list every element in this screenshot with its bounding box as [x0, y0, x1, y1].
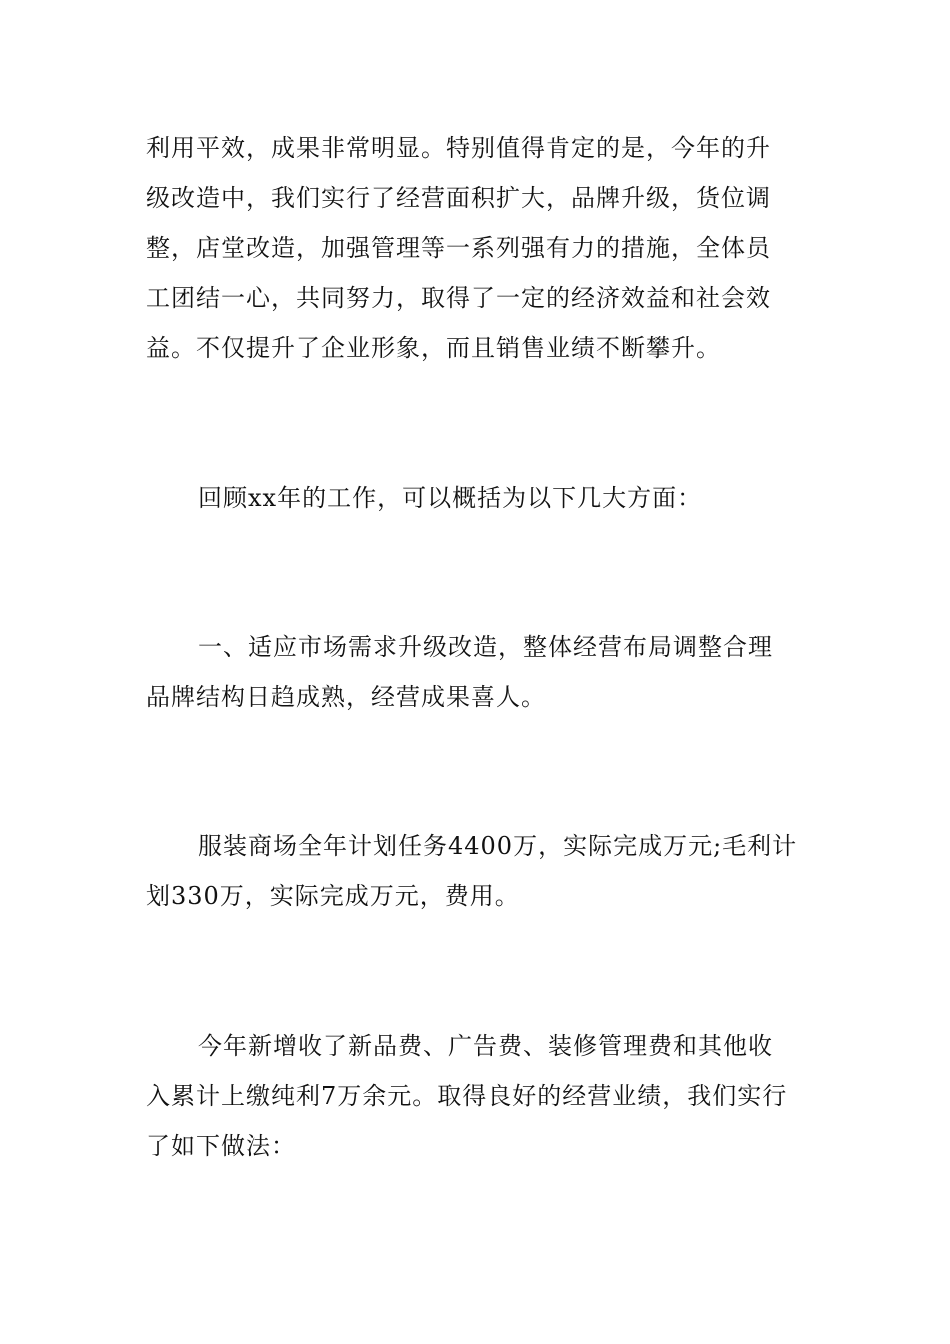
paragraph-income	[146, 1021, 806, 1171]
text-line: 了如下做法：	[146, 1132, 296, 1160]
paragraph-intro	[146, 123, 806, 373]
text-line: 服装商场全年计划任务4400万，实际完成万元;毛利计	[198, 832, 798, 860]
text-line: 品牌结构日趋成熟，经营成果喜人。	[146, 683, 546, 711]
paragraph-plan	[146, 821, 806, 921]
text-line: 回顾xx年的工作，可以概括为以下几大方面：	[198, 484, 703, 512]
paragraph-review	[146, 473, 806, 523]
paragraph-section-one	[146, 622, 806, 722]
text-line: 工团结一心，共同努力，取得了一定的经济效益和社会效	[146, 284, 771, 312]
text-line: 入累计上缴纯利7万余元。取得良好的经营业绩，我们实行	[146, 1082, 788, 1110]
text-line: 一、适应市场需求升级改造，整体经营布局调整合理	[198, 633, 773, 661]
text-line: 益。不仅提升了企业形象，而且销售业绩不断攀升。	[146, 334, 721, 362]
text-line: 划330万，实际完成万元，费用。	[146, 882, 520, 910]
text-line: 今年新增收了新品费、广告费、装修管理费和其他收	[198, 1032, 773, 1060]
text-line: 级改造中，我们实行了经营面积扩大，品牌升级，货位调	[146, 184, 771, 212]
text-line: 利用平效，成果非常明显。特别值得肯定的是，今年的升	[146, 134, 771, 162]
text-line: 整，店堂改造，加强管理等一系列强有力的措施，全体员	[146, 234, 771, 262]
